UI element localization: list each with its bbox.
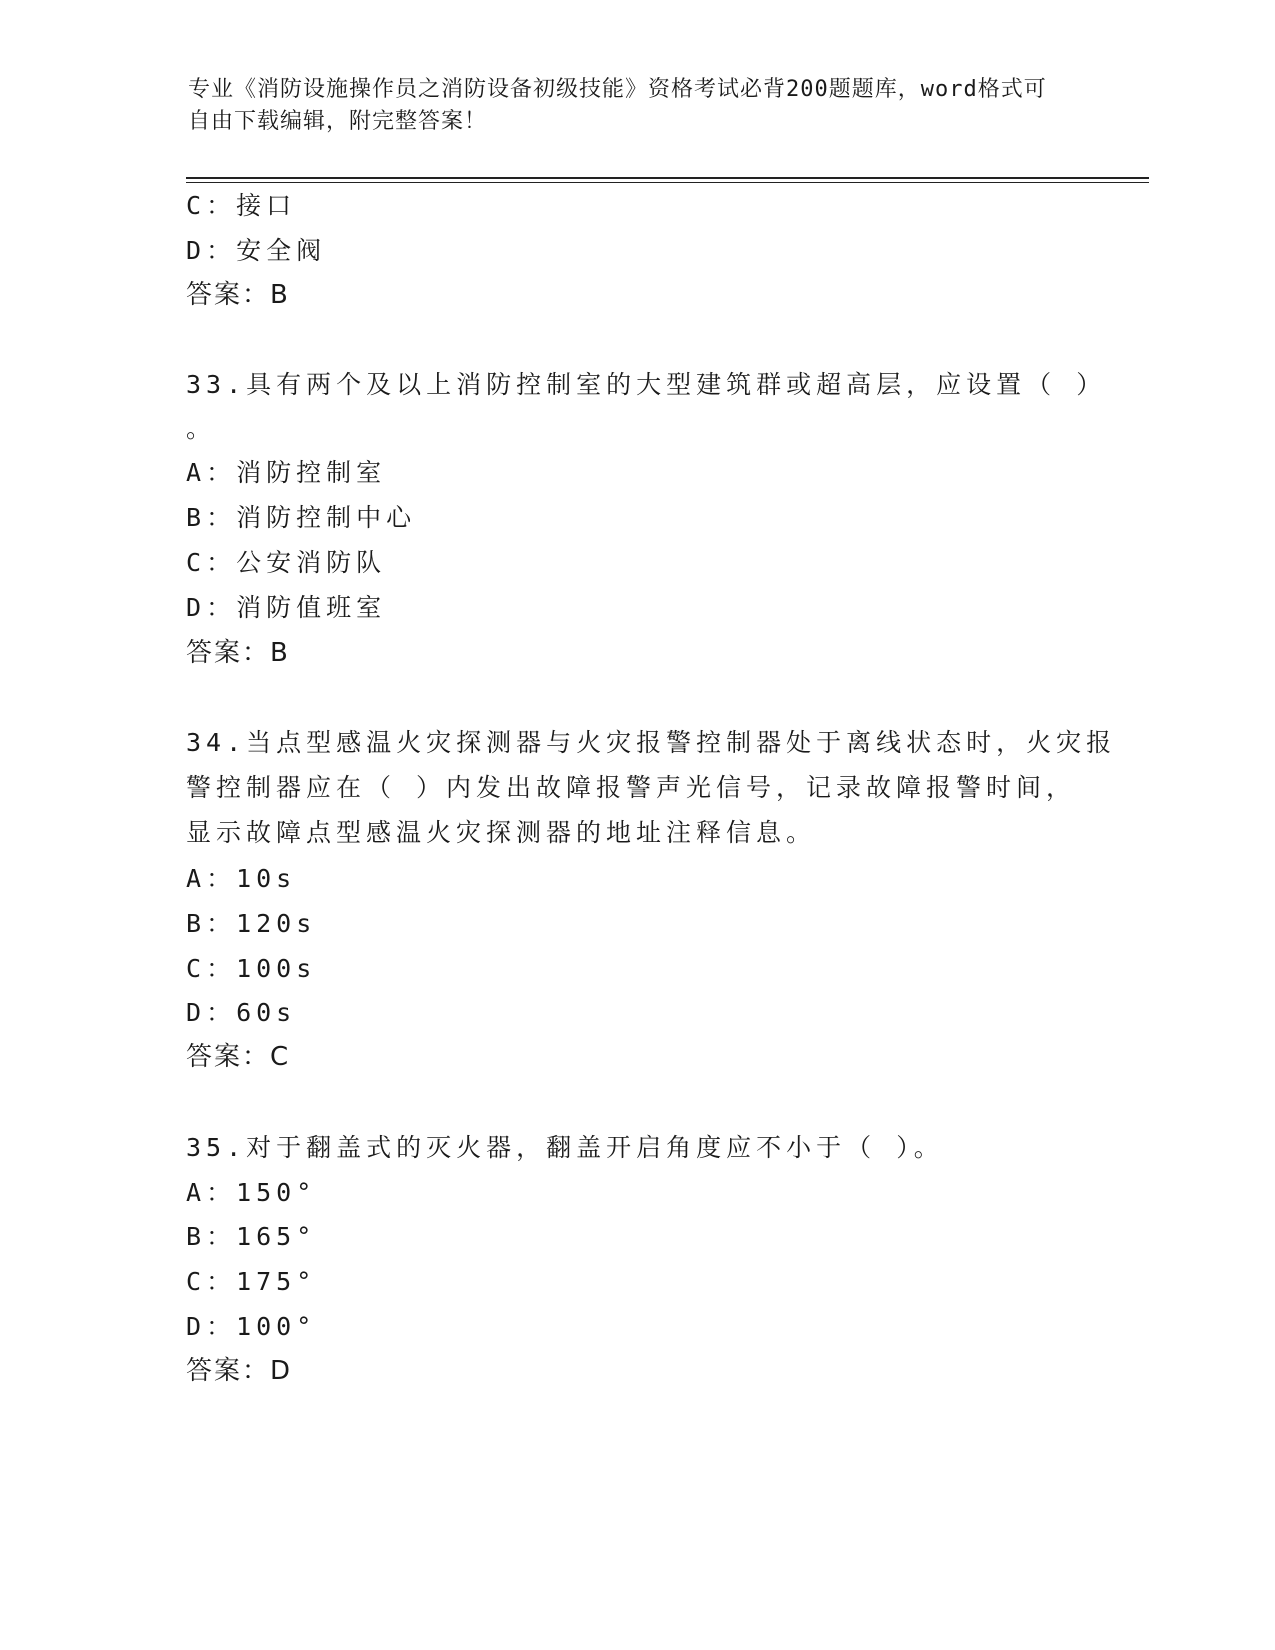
option-c: C：接口 [186,191,297,220]
question-34-stem-line-2: 警控制器应在（ ）内发出故障报警声光信号，记录故障报警时间， [186,773,1077,802]
question-34-stem-line-3: 显示故障点型感温火灾探测器的地址注释信息。 [186,818,817,847]
question-35-option-b: B：165° [186,1222,317,1251]
question-34-option-b: B：120s [186,909,317,938]
question-33-stem-line-2: 。 [186,414,217,443]
question-34-answer: 答案：C [186,1042,291,1072]
question-35-option-a: A：150° [186,1178,317,1207]
question-33-stem-line-1: 33.具有两个及以上消防控制室的大型建筑群或超高层，应设置（ ） [186,370,1107,399]
option-d: D：安全阀 [186,236,327,265]
question-33-option-a: A：消防控制室 [186,458,387,487]
question-34-option-c: C：100s [186,954,317,983]
answer-line: 答案：B [186,280,290,310]
question-33-answer: 答案：B [186,638,290,668]
question-35-answer: 答案：D [186,1356,293,1386]
question-35-stem-line-1: 35.对于翻盖式的灭火器，翻盖开启角度应不小于（ ）。 [186,1133,944,1162]
question-34-option-d: D：60s [186,998,297,1027]
question-33-option-d: D：消防值班室 [186,593,387,622]
header-divider-thin [186,182,1149,183]
question-35-option-c: C：175° [186,1267,317,1296]
header-divider-thick [186,177,1149,179]
document-header: 专业《消防设施操作员之消防设备初级技能》资格考试必背200题题库，word格式可自由下载编辑，附完整答案！ [188,77,1047,134]
question-33-option-b: B：消防控制中心 [186,503,417,532]
question-33-option-c: C：公安消防队 [186,548,387,577]
question-34-stem-line-1: 34.当点型感温火灾探测器与火灾报警控制器处于离线状态时，火灾报 [186,728,1117,757]
question-34-option-a: A：10s [186,864,297,893]
question-35-option-d: D：100° [186,1312,317,1341]
